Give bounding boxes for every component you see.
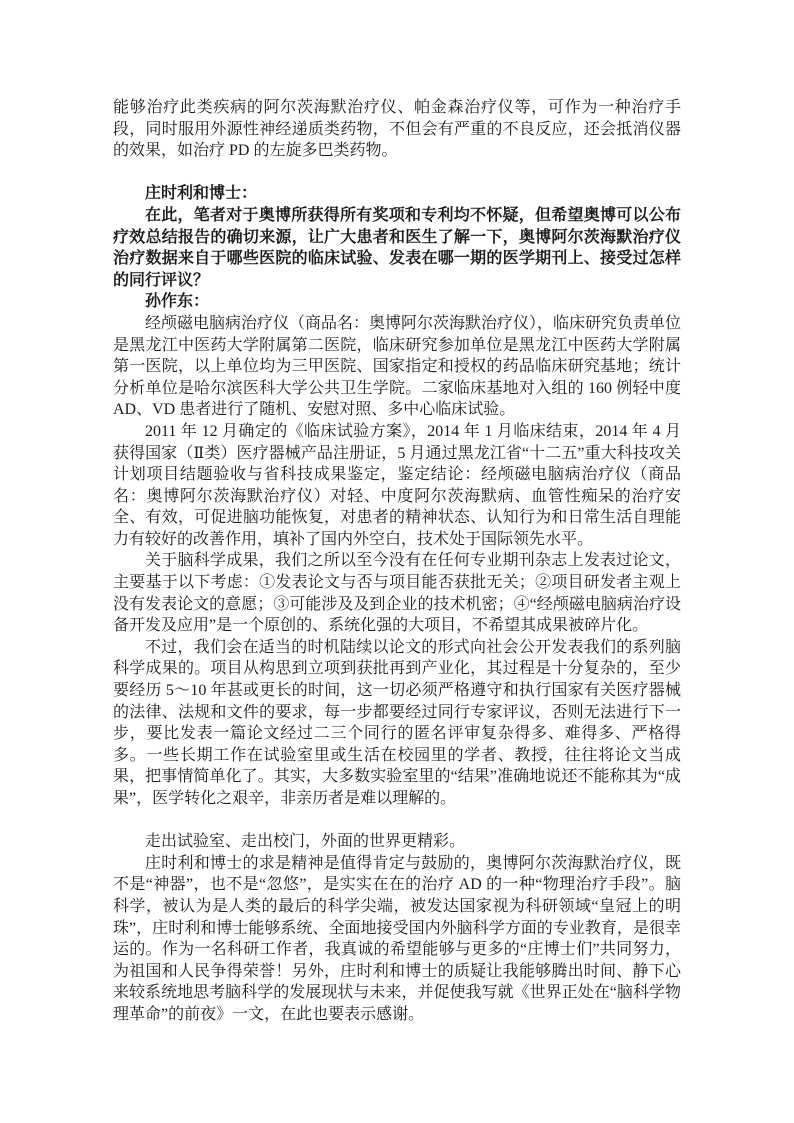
paragraph-question: 在此，笔者对于奥博所获得所有奖项和专利均不怀疑，但希望奥博可以公布疗效总结报告的确切来源，让广大患者和医生了解一下，奥博阿尔茨海默治疗仪治疗数据来自于哪些医院的临床试验、发表在哪一期的医学期刊上、接受过怎样的同行评议？ bbox=[113, 206, 681, 289]
paragraph-no-publication-reasons: 关于脑科学成果，我们之所以至今没有在任何专业期刊杂志上发表过论文，主要基于以下考虑：①发表论文与否与项目能否获批无关；②项目研发者主观上没有发表论文的意愿；③可能涉及及到企业的技术机密；④“经颅磁电脑病治疗设备开发及应用”是一个原创的、系统化强的大项目，不希望其成果被碎片化。 bbox=[113, 552, 681, 635]
paragraph-clinical-trial: 经颅磁电脑病治疗仪（商品名：奥博阿尔茨海默治疗仪），临床研究负责单位是黑龙江中医药大学附属第二医院，临床研究参加单位是黑龙江中医药大学附属第一医院，以上单位均为三甲医院、国家指定和授权的药品临床研究基地；统计分析单位是哈尔滨医科大学公共卫生学院。二家临床基地对入组的 160 例轻中度 AD、VD 患者进行了随机、安慰对照、多中心临床试验。 bbox=[113, 314, 682, 419]
paragraph-timeline-appraisal: 2011 年 12 月确定的《临床试验方案》，2014 年 1 月临床结束，2014 年 4 月获得国家（Ⅱ类）医疗器械产品注册证，5 月通过黑龙江省“十二五”重大科技攻关计划项目结题验收与省科技成果鉴定，鉴定结论：经颅磁电脑病治疗仪（商品名：奥博阿尔茨海默治疗仪）对轻、中度阿尔茨海默病、血管性痴呆的治疗安全、有效，可促进脑功能恢复，对患者的精神状态、认知行为和日常生活自理能力有较好的改善作用，填补了国内外空白，技术处于国际领先水平。 bbox=[113, 422, 681, 548]
heading-sun-zuodong: 孙作东： bbox=[145, 293, 210, 311]
paragraph-outside-world: 走出试验室、走出校门，外面的世界更精彩。 bbox=[145, 833, 466, 851]
heading-zhuang-doctor: 庄时利和博士： bbox=[145, 185, 258, 203]
paragraph-closing-thanks: 庄时利和博士的求是精神是值得肯定与鼓励的，奥博阿尔茨海默治疗仪，既不是“神器”，也不是“忽悠”，是实实在在的治疗 AD 的一种“物理治疗手段”。脑科学，被认为是人类的最后的科学尖端，被发达国家视为科研领域“皇冠上的明珠”，庄时利和博士能够系统、全面地接受国内外脑科学方面的专业教育，是很幸运的。作为一名科研工作者，我真诚的希望能够与更多的“庄博士们”共同努力，为祖国和人民争得荣誉！另外，庄时利和博士的质疑让我能够腾出时间、静下心来较系统地思考脑科学的发展现状与未来，并促使我写就《世界正处在“脑科学物理革命”的前夜》一文，在此也要表示感谢。 bbox=[113, 854, 681, 1023]
paragraph-continuation: 能够治疗此类疾病的阿尔茨海默治疗仪、帕金森治疗仪等，可作为一种治疗手段，同时服用外源性神经递质类药物，不但会有严重的不良反应，还会抵消仪器的效果，如治疗 PD 的左旋多巴类药物。 bbox=[113, 99, 681, 160]
paragraph-however-process: 不过，我们会在适当的时机陆续以论文的形式向社会公开发表我们的系列脑科学成果的。项目从构思到立项到获批再到产业化，其过程是十分复杂的，至少要经历 5～10 年甚或更长的时间，这一切必须严格遵守和执行国家有关医疗器械的法律、法规和文件的要求，每一步都要经过同行专家评议，否则无法进行下一步，要比发表一篇论文经过二三个同行的匿名评审复杂得多、难得多、严格得多。一些长期工作在试验室里或生活在校园里的学者、教授，往往将论文当成果，把事情简单化了。其实，大多数实验室里的“结果”准确地说还不能称其为“成果”，医学转化之艰辛，非亲历者是难以理解的。 bbox=[113, 638, 681, 807]
document-body bbox=[113, 97, 681, 1026]
